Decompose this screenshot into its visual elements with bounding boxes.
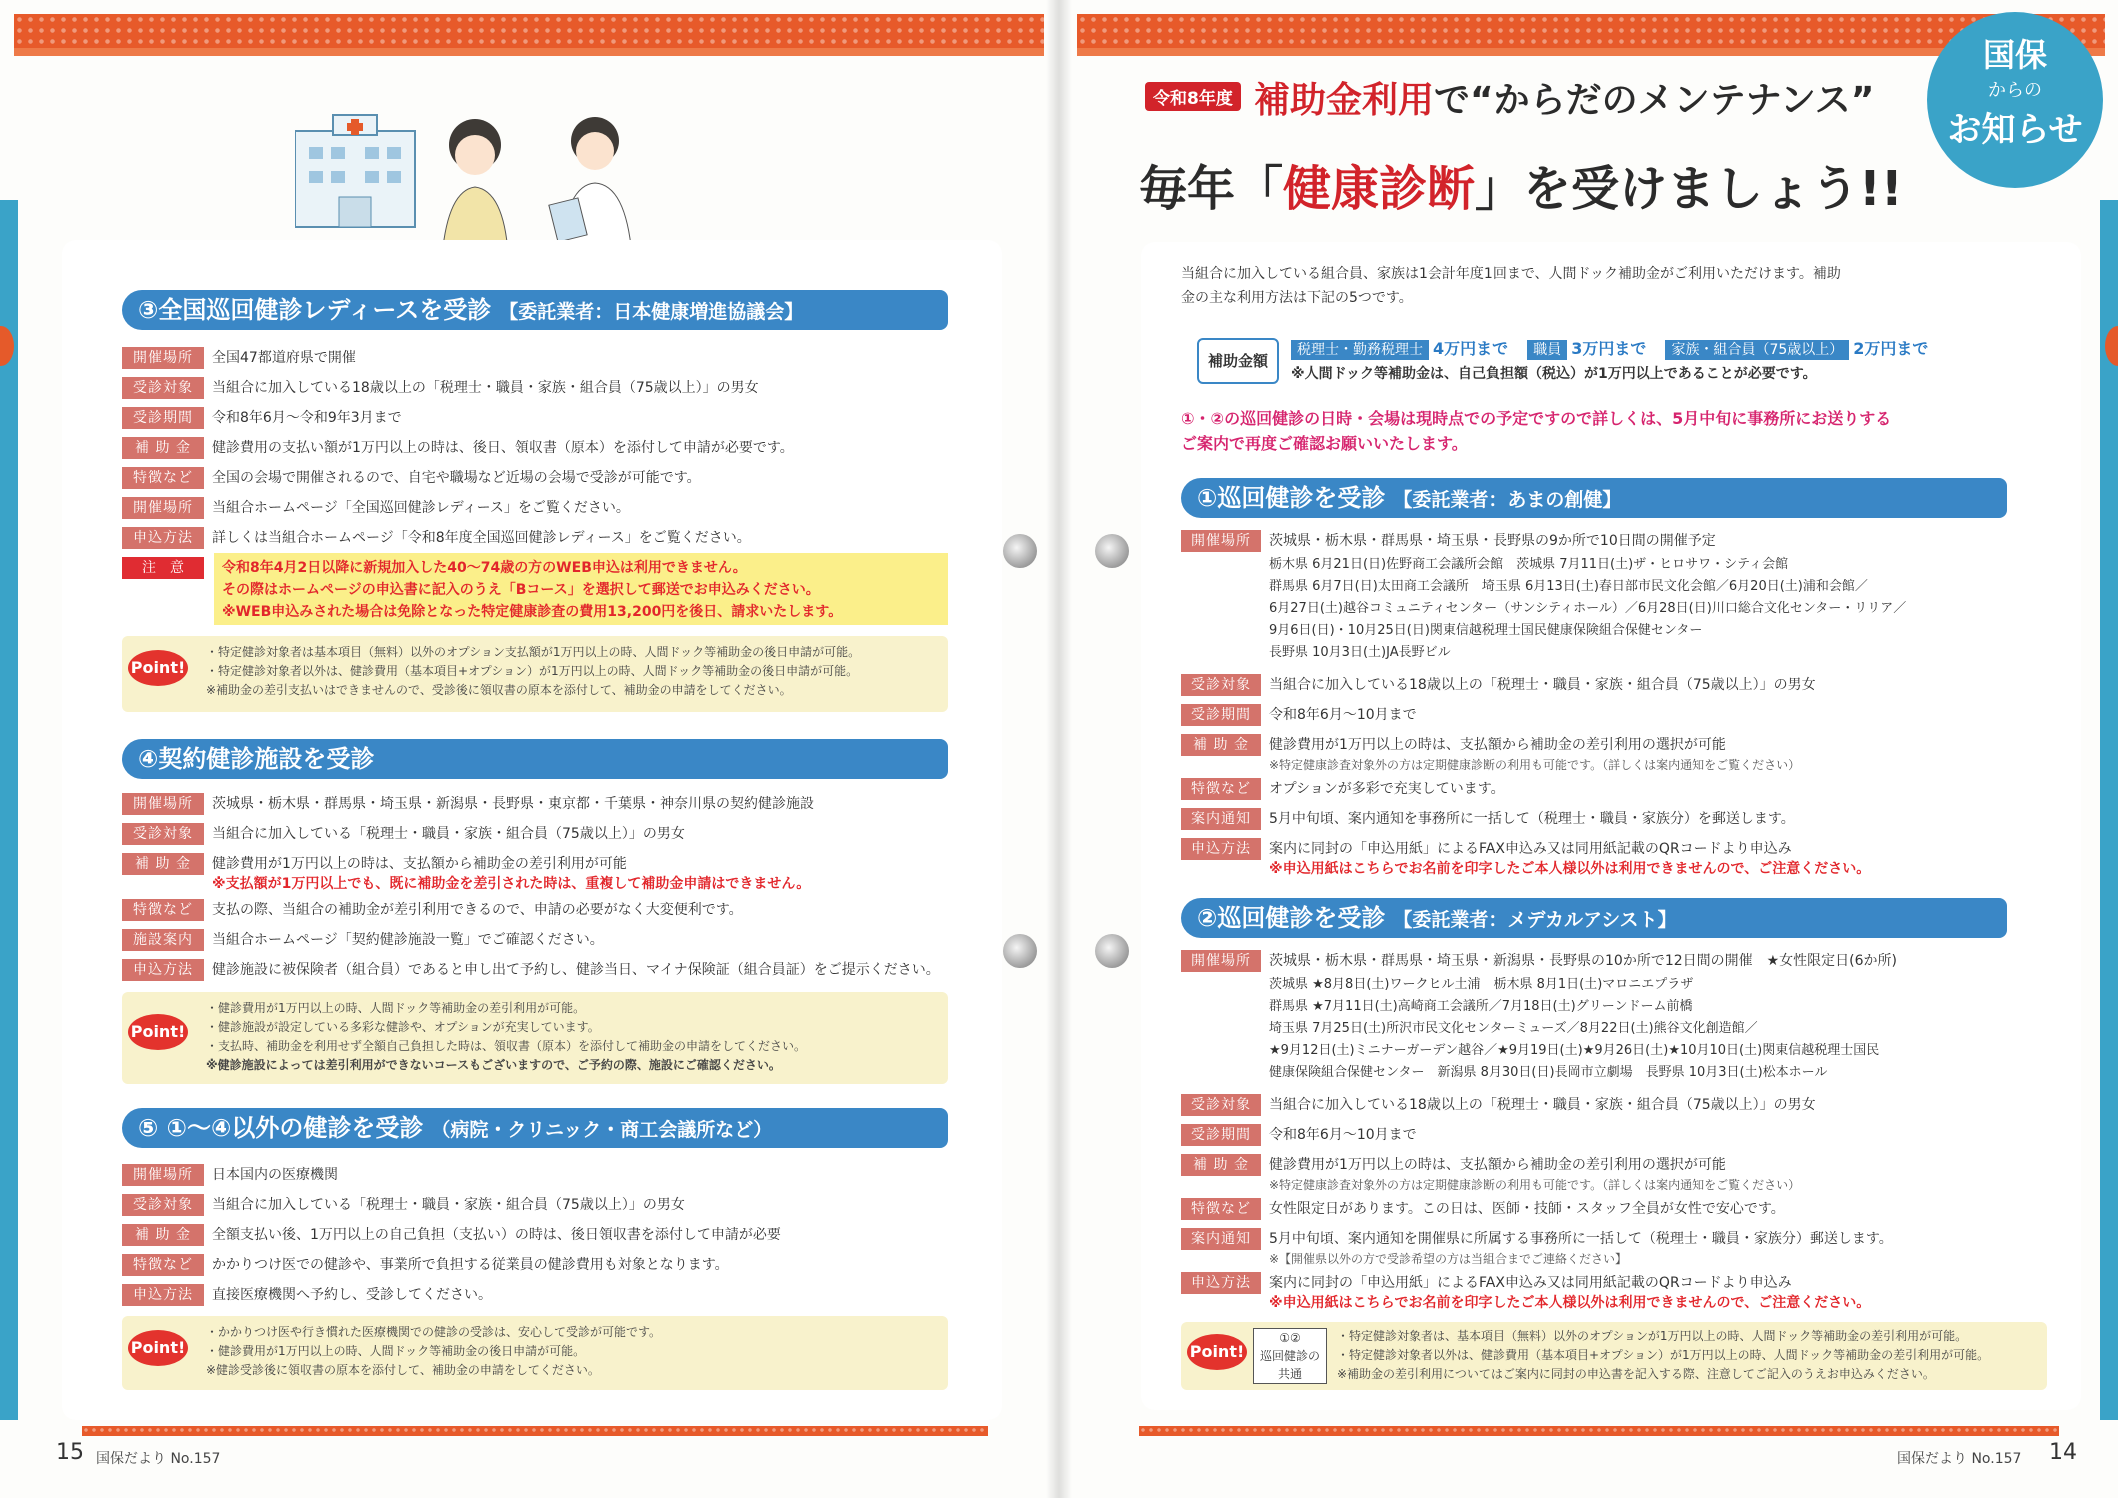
year-badge: 令和8年度 xyxy=(1145,82,1241,111)
row-text: 令和8年6月～10月まで xyxy=(1269,707,1417,723)
subsidy-tag: 職員 xyxy=(1527,340,1567,360)
row-text: 当組合に加入している「税理士・職員・家族・組合員（75歳以上）」の男女 xyxy=(212,826,685,842)
row-text: 案内に同封の「申込用紙」によるFAX申込み又は同用紙記載のQRコードより申込み xyxy=(1269,1275,1792,1291)
row-text: 詳しくは当組合ホームページ「令和8年度全国巡回健診レディース」をご覧ください。 xyxy=(212,530,751,546)
subsidy-tag: 家族・組合員（75歳以上） xyxy=(1665,340,1849,360)
point-line: ・特定健診対象者は基本項目（無料）以外のオプション支払額が1万円以上の時、人間ドック等補助金の後日申請が可能。 xyxy=(206,645,861,659)
row-label: 開催場所 xyxy=(122,793,204,815)
point-badge: Point! xyxy=(128,650,188,686)
info-row xyxy=(122,527,751,553)
point-line: ・かかりつけ医や行き慣れた医療機関での健診の受診は、安心して受診が可能です。 xyxy=(206,1325,662,1339)
info-row xyxy=(1181,1198,1785,1224)
footer-band xyxy=(1139,1426,2059,1436)
row-label: 補 助 金 xyxy=(122,853,204,875)
badge-line: からの xyxy=(1988,80,2042,101)
info-row xyxy=(122,959,940,985)
section-2-subtitle: 【委託業者：メデカルアシスト】 xyxy=(1393,909,1677,931)
headline-1a: 補助金利用 xyxy=(1254,80,1435,121)
section-4-title: ④契約健診施設を受診 xyxy=(138,745,375,773)
row-label: 受診期間 xyxy=(122,407,204,429)
row-text: 令和8年6月～令和9年3月まで xyxy=(212,410,402,426)
row-text: 茨城県・栃木県・群馬県・埼玉県・長野県の9か所で10日間の開催予定 xyxy=(1269,533,1716,549)
point-line: ・健診費用が1万円以上の時、人間ドック等補助金の差引利用が可能。 xyxy=(206,1001,586,1015)
row-text: 茨城県・栃木県・群馬県・埼玉県・新潟県・長野県の10か所で12日間の開催 ★女性限定日(6か所) xyxy=(1269,953,1898,969)
row-text: 当組合に加入している18歳以上の「税理士・職員・家族・組合員（75歳以上）」の男女 xyxy=(212,380,759,396)
point-line: ※補助金の差引利用についてはご案内に同封の申込書を記入する際、注意してご記入のうえお申込みください。 xyxy=(1337,1367,1935,1381)
right-page xyxy=(1059,0,2118,1498)
intro-line: 当組合に加入している組合員、家族は1会計年度1回まで、人間ドック補助金がご利用いただけます。補助 xyxy=(1181,266,1841,282)
section-5-subtitle: （病院・クリニック・商工会議所など） xyxy=(431,1119,773,1141)
side-tab xyxy=(0,200,18,1420)
badge-line: お知らせ xyxy=(1947,110,2083,150)
row-text: 全国47都道府県で開催 xyxy=(212,350,356,366)
row-label: 特徴など xyxy=(122,467,204,489)
row-label: 補 助 金 xyxy=(1181,1154,1261,1176)
section-1-header xyxy=(1181,478,2007,518)
binder-hole xyxy=(1095,934,1129,968)
side-tab xyxy=(2100,200,2118,1420)
row-note: ※申込用紙はこちらでお名前を印字したご本人様以外は利用できませんので、ご注意ください。 xyxy=(1269,1295,1871,1311)
info-row xyxy=(122,377,759,403)
row-label: 受診期間 xyxy=(1181,704,1261,726)
row-text: 健診費用が1万円以上の時は、支払額から補助金の差引利用の選択が可能 xyxy=(1269,1157,1726,1173)
row-text: 当組合に加入している「税理士・職員・家族・組合員（75歳以上）」の男女 xyxy=(212,1197,685,1213)
point-line: ・健診施設が設定している多彩な健診や、オプションが充実しています。 xyxy=(206,1020,600,1034)
badge-line: 国保 xyxy=(1982,36,2047,74)
venue-line: 栃木県 6月21日(日)佐野商工会議所会館 茨城県 7月11日(土)ザ・ヒロサワ・シティ会館 xyxy=(1269,557,1789,572)
row-label: 補 助 金 xyxy=(122,1224,204,1246)
info-row xyxy=(122,1224,781,1250)
info-row xyxy=(122,793,814,819)
row-text: 全国の会場で開催されるので、自宅や職場など近場の会場で受診が可能です。 xyxy=(212,470,701,486)
row-text: 直接医療機関へ予約し、受診してください。 xyxy=(212,1287,492,1303)
row-label: 受診対象 xyxy=(122,1194,204,1216)
common-badge-line: 巡回健診の xyxy=(1259,1349,1320,1363)
subsidy-amounts xyxy=(1291,336,1928,360)
info-row xyxy=(1181,1124,1417,1150)
headline-1b: で“からだのメンテナンス” xyxy=(1434,80,1875,121)
info-row xyxy=(122,467,701,493)
point-badge: Point! xyxy=(128,1014,188,1050)
row-text: 当組合ホームページ「契約健診施設一覧」でご確認ください。 xyxy=(212,932,604,948)
row-text: 健診費用が1万円以上の時は、支払額から補助金の差引利用が可能 xyxy=(212,856,627,872)
page-title: 国保だより No.157 xyxy=(1897,1451,2022,1467)
point-box xyxy=(1181,1322,2047,1390)
venue-line: 長野県 10月3日(土)JA長野ビル xyxy=(1269,645,1451,660)
row-text: 当組合ホームページ「全国巡回健診レディース」をご覧ください。 xyxy=(212,500,630,516)
page-number: 14 xyxy=(2049,1440,2077,1465)
point-badge: Point! xyxy=(128,1330,188,1366)
row-label: 特徴など xyxy=(1181,778,1261,800)
intro-line: 金の主な利用方法は下記の5つです。 xyxy=(1181,290,1413,306)
binder-hole xyxy=(1095,534,1129,568)
section-4-header xyxy=(122,739,948,779)
headline-2c: 」を受けましょう!! xyxy=(1475,161,1903,217)
common-badge-line: ①② xyxy=(1279,1331,1301,1345)
section-2-header xyxy=(1181,898,2007,938)
row-label: 補 助 金 xyxy=(1181,734,1261,756)
row-note: ※特定健康診査対象外の方は定期健康診断の利用も可能です。（詳しくは案内通知をご覧ください） xyxy=(1269,1178,1801,1192)
point-box xyxy=(122,636,948,712)
subsidy-amount: 4万円まで xyxy=(1433,339,1509,358)
section-5-title: ⑤ ①～④以外の健診を受診 xyxy=(138,1114,424,1142)
point-line: ※健診施設によっては差引利用ができないコースもございますので、ご予約の際、施設にご確認ください。 xyxy=(206,1058,781,1072)
row-text: 支払の際、当組合の補助金が差引利用できるので、申請の必要がなく大変便利です。 xyxy=(212,902,743,918)
row-label: 申込方法 xyxy=(122,959,204,981)
row-text: 当組合に加入している18歳以上の「税理士・職員・家族・組合員（75歳以上）」の男女 xyxy=(1269,1097,1816,1113)
top-banner xyxy=(14,14,1044,56)
row-text: 全額支払い後、1万円以上の自己負担（支払い）の時は、後日領収書を添付して申請が必要 xyxy=(212,1227,781,1243)
point-line: ※健診受診後に領収書の原本を添付して、補助金の申請をしてください。 xyxy=(206,1363,600,1377)
footer-band xyxy=(82,1426,988,1436)
row-label: 申込方法 xyxy=(122,527,204,549)
point-line: ・特定健診対象者以外は、健診費用（基本項目+オプション）が1万円以上の時、人間ドック等補助金の差引利用が可能。 xyxy=(1337,1348,1990,1362)
section-2-title: ②巡回健診を受診 xyxy=(1197,904,1386,932)
row-label: 施設案内 xyxy=(122,929,204,951)
row-text: 女性限定日があります。この日は、医師・技師・スタッフ全員が女性で安心です。 xyxy=(1269,1201,1785,1217)
schedule-note: ①・②の巡回健診の日時・会場は現時点での予定ですので詳しくは、5月中旬に事務所にお送りする xyxy=(1181,409,1892,428)
row-text: 当組合に加入している18歳以上の「税理士・職員・家族・組合員（75歳以上）」の男女 xyxy=(1269,677,1816,693)
row-text: 日本国内の医療機関 xyxy=(212,1167,338,1183)
common-badge-line: 共通 xyxy=(1277,1367,1302,1381)
common-badge xyxy=(1253,1328,1327,1384)
info-row xyxy=(1181,808,1795,834)
row-label: 申込方法 xyxy=(1181,1272,1261,1294)
notice-line: ※WEB申込みされた場合は免除となった特定健康診査の費用13,200円を後日、請求いたします。 xyxy=(222,604,843,620)
patient-figure xyxy=(455,135,495,175)
info-row xyxy=(1181,778,1505,804)
section-3-header xyxy=(122,290,948,330)
venue-line: 茨城県 ★8月8日(土)ワークヒル土浦 栃木県 8月1日(土)マロニエプラザ xyxy=(1269,977,1694,992)
row-label: 特徴など xyxy=(1181,1198,1261,1220)
row-label: 開催場所 xyxy=(1181,530,1261,552)
info-row xyxy=(122,929,604,955)
section-1-title: ①巡回健診を受診 xyxy=(1197,484,1386,512)
notice-label: 注 意 xyxy=(122,557,204,579)
info-row xyxy=(122,407,402,433)
info-row xyxy=(122,437,794,463)
notice-badge xyxy=(1927,12,2103,188)
info-row xyxy=(1181,674,1816,700)
row-label: 開催場所 xyxy=(1181,950,1261,972)
page-title: 国保だより No.157 xyxy=(96,1451,221,1467)
headline-2b: 健康診断 xyxy=(1283,161,1476,217)
subsidy-amount: 3万円まで xyxy=(1571,339,1647,358)
subsidy-note: ※人間ドック等補助金は、自己負担額（税込）が1万円以上であることが必要です。 xyxy=(1291,366,1817,382)
row-note: ※支払額が1万円以上でも、既に補助金を差引された時は、重複して補助金申請はできません。 xyxy=(212,876,811,892)
row-note: ※申込用紙はこちらでお名前を印字したご本人様以外は利用できませんので、ご注意ください。 xyxy=(1269,861,1871,877)
row-label: 受診対象 xyxy=(122,823,204,845)
info-row xyxy=(1181,704,1417,730)
row-label: 特徴など xyxy=(122,1254,204,1276)
section-3-subtitle: 【委託業者：日本健康増進協議会】 xyxy=(499,301,804,323)
binder-hole xyxy=(1003,534,1037,568)
row-label: 特徴など xyxy=(122,899,204,921)
point-box xyxy=(122,992,948,1084)
row-text: 健診費用が1万円以上の時は、支払額から補助金の差引利用の選択が可能 xyxy=(1269,737,1726,753)
row-text: 5月中旬頃、案内通知を事務所に一括して（税理士・職員・家族分）を郵送します。 xyxy=(1269,811,1795,827)
info-row xyxy=(1181,530,1716,556)
row-text: 茨城県・栃木県・群馬県・埼玉県・新潟県・長野県・東京都・千葉県・神奈川県の契約健診施設 xyxy=(212,796,814,812)
headline-2a: 毎年「 xyxy=(1139,161,1284,217)
subsidy-label: 補助金額 xyxy=(1197,338,1279,384)
row-label: 申込方法 xyxy=(122,1284,204,1306)
row-label: 補 助 金 xyxy=(122,437,204,459)
point-line: ・特定健診対象者は、基本項目（無料）以外のオプションが1万円以上の時、人間ドック等補助金の差引利用が可能。 xyxy=(1337,1329,1968,1343)
page-number: 15 xyxy=(56,1440,84,1465)
point-badge: Point! xyxy=(1187,1334,1247,1370)
point-line: ・支払時、補助金を利用せず全額自己負担した時は、領収書（原本）を添付して補助金の申請をしてください。 xyxy=(206,1039,807,1053)
venue-line: 群馬県 ★7月11日(土)高崎商工会議所／7月18日(土)グリーンドーム前橋 xyxy=(1269,999,1693,1014)
notice-line: その際はホームページの申込書に記入のうえ「Bコース」を選択して郵送でお申込みください。 xyxy=(222,582,820,598)
schedule-note: ご案内で再度ご確認お願いいたします。 xyxy=(1181,434,1468,453)
row-text: 健診費用の支払い額が1万円以上の時は、後日、領収書（原本）を添付して申請が必要です。 xyxy=(212,440,794,456)
row-text: かかりつけ医での健診や、事業所で負担する従業員の健診費用も対象となります。 xyxy=(212,1257,729,1273)
subsidy-amount: 2万円まで xyxy=(1853,339,1929,358)
venue-line: 埼玉県 7月25日(土)所沢市民文化センターミューズ／8月22日(土)熊谷文化創造館／ xyxy=(1269,1021,1758,1036)
row-text: オプションが多彩で充実しています。 xyxy=(1269,781,1505,797)
row-text: 5月中旬頃、案内通知を開催県に所属する事務所に一括して（税理士・職員・家族分）郵送します。 xyxy=(1269,1231,1893,1247)
doctor-figure xyxy=(576,132,614,170)
info-row xyxy=(122,823,685,849)
row-label: 受診対象 xyxy=(122,377,204,399)
row-note: ※【開催県以外の方で受診希望の方は当組合までご連絡ください】 xyxy=(1269,1252,1628,1266)
info-row xyxy=(122,347,356,373)
row-label: 開催場所 xyxy=(122,497,204,519)
info-row xyxy=(122,1164,338,1190)
info-row xyxy=(1181,950,1897,976)
row-label: 受診期間 xyxy=(1181,1124,1261,1146)
binder-hole xyxy=(1003,934,1037,968)
row-label: 案内通知 xyxy=(1181,1228,1261,1250)
info-row xyxy=(122,899,743,925)
notice-line: 令和8年4月2日以降に新規加入した40～74歳の方のWEB申込は利用できません。 xyxy=(222,560,747,576)
headline-1 xyxy=(1254,72,1874,123)
row-label: 申込方法 xyxy=(1181,838,1261,860)
section-1-subtitle: 【委託業者：あまの創健】 xyxy=(1393,489,1622,511)
section-3-title: ③全国巡回健診レディースを受診 xyxy=(138,296,492,324)
spine-shadow xyxy=(1046,0,1072,1498)
row-text: 令和8年6月～10月まで xyxy=(1269,1127,1417,1143)
headline-2 xyxy=(1139,150,1903,219)
info-row xyxy=(122,1254,729,1280)
point-line: ※補助金の差引支払いはできませんので、受診後に領収書の原本を添付して、補助金の申請をしてください。 xyxy=(206,683,792,697)
venue-line: 群馬県 6月7日(日)太田商工会議所 埼玉県 6月13日(土)春日部市民文化会館／6月20日(土)浦和会館／ xyxy=(1269,579,1868,594)
info-row xyxy=(122,1284,492,1310)
row-label: 開催場所 xyxy=(122,1164,204,1186)
venue-line: ★9月12日(土)ミニナーガーデン越谷／★9月19日(土)★9月26日(土)★10月10日(土)関東信越税理士国民 xyxy=(1269,1043,1880,1058)
point-line: ・健診費用が1万円以上の時、人間ドック等補助金の後日申請が可能。 xyxy=(206,1344,586,1358)
venue-line: 健康保険組合保健センター 新潟県 8月30日(日)長岡市立劇場 長野県 10月3日(土)松本ホール xyxy=(1269,1065,1828,1080)
row-label: 開催場所 xyxy=(122,347,204,369)
point-box xyxy=(122,1316,948,1390)
row-label: 受診対象 xyxy=(1181,674,1261,696)
info-row xyxy=(122,1194,685,1220)
subsidy-tag: 税理士・勤務税理士 xyxy=(1291,340,1429,360)
row-label: 案内通知 xyxy=(1181,808,1261,830)
point-line: ・特定健診対象者以外は、健診費用（基本項目+オプション）が1万円以上の時、人間ドック等補助金の後日申請が可能。 xyxy=(206,664,859,678)
section-5-header xyxy=(122,1108,948,1148)
row-note: ※特定健康診査対象外の方は定期健康診断の利用も可能です。（詳しくは案内通知をご覧ください） xyxy=(1269,758,1801,772)
venue-line: 6月27日(土)越谷コミュニティセンター（サンシティホール）／6月28日(日)川口総合文化センター・リリア／ xyxy=(1269,601,1907,616)
info-row xyxy=(122,497,630,523)
info-row xyxy=(1181,1094,1816,1120)
venue-line: 9月6日(日)・10月25日(日)関東信越税理士国民健康保険組合保健センター xyxy=(1269,623,1703,638)
row-text: 健診施設に被保険者（組合員）であると申し出て予約し、健診当日、マイナ保険証（組合員証）をご提示ください。 xyxy=(212,962,940,978)
row-label: 受診対象 xyxy=(1181,1094,1261,1116)
row-text: 案内に同封の「申込用紙」によるFAX申込み又は同用紙記載のQRコードより申込み xyxy=(1269,841,1792,857)
